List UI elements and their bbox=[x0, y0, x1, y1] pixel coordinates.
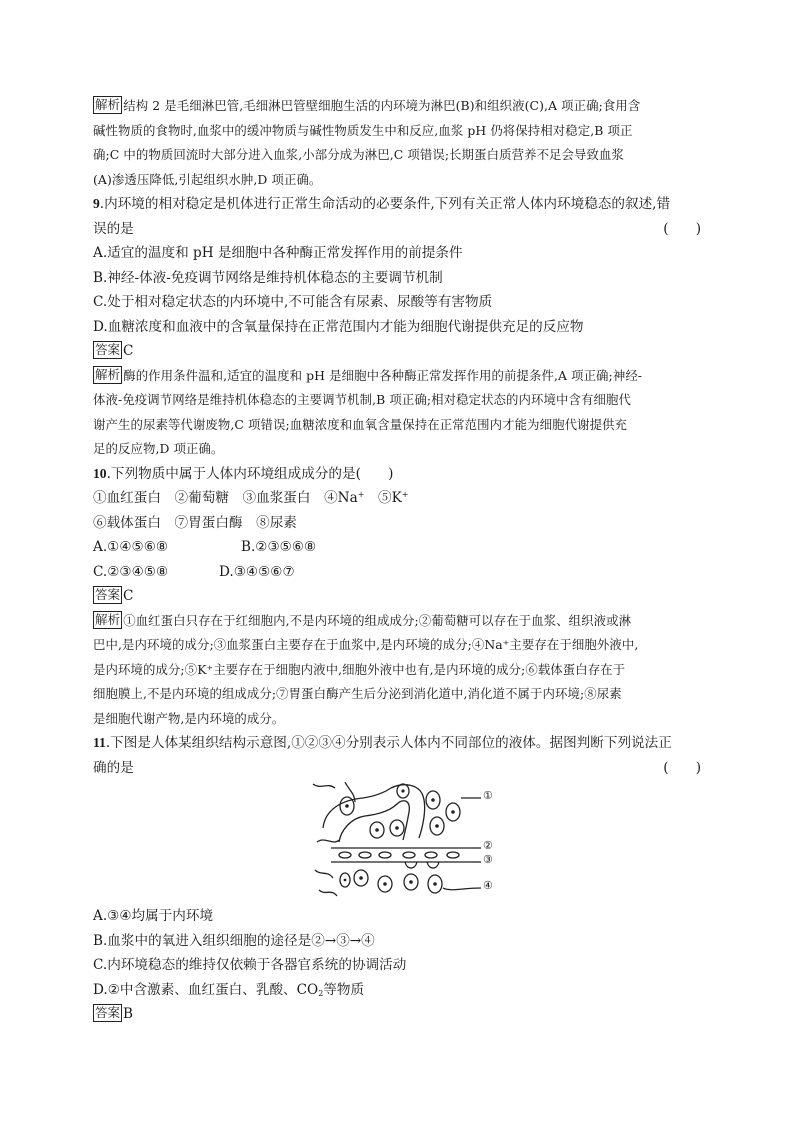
option-c: C.处于相对稳定状态的内环境中,不可能含有尿素、尿酸等有害物质 bbox=[93, 294, 493, 310]
option-b: B.②③⑤⑥⑧ bbox=[241, 539, 317, 555]
answer-tag: 答案 bbox=[95, 1005, 121, 1020]
substance-list-2: ⑥载体蛋白 ⑦胃蛋白酶 ⑧尿素 bbox=[93, 514, 297, 531]
q9-explanation: 解析 酶的作用条件温和,适宜的温度和 pH 是细胞中各种酶正常发挥作用的前提条件,A 项正确;神经- 体液-免疫调节网络是维持机体稳态的主要调节机制,B 项正确;相对稳定状态的内环境中含有细胞代 谢产生的尿素等代谢废物,C 项错误;血糖浓度和血氧含量保持在正常范围内才能为细胞代谢提供充 足的反应物,D 项正确。 bbox=[93, 366, 643, 456]
explanation-tag: 解析 bbox=[95, 611, 121, 627]
substance-list-1: ①血红蛋白 ②葡萄糖 ③血浆蛋白 ④Na+ ⑤K+ bbox=[93, 490, 409, 506]
question-11: 11.下图是人体某组织结构示意图,①②③④分别表示人体内不同部位的液体。据图判断下列说法正 确的是 ( ) ① ② ③ ④ A.③④均属于内环境 B.血浆中的氧进入组织细胞的途径是②→③→④ C.内环境稳态的维持仅依赖于各器官系统的协调活动 D.②中含激素、血红蛋白、乳酸、$CO_2$等物质 答案 B bbox=[93, 731, 701, 1027]
options-row-1 bbox=[93, 535, 701, 560]
option-d: D.③④⑤⑥⑦ bbox=[219, 563, 295, 580]
option-a: A.适宜的温度和 pH 是细胞中各种酶正常发挥作用的前提条件 bbox=[93, 245, 463, 261]
option-c: C.内环境稳态的维持仅依赖于各器官系统的协调活动 bbox=[93, 957, 407, 973]
question-9: 9.内环境的相对稳定是机体进行正常生命活动的必要条件,下列有关正常人体内环境稳态的叙述,错 误的是 ( ) A.适宜的温度和 pH 是细胞中各种酶正常发挥作用的前提条件 B.神经-体液-免疫调节网络是维持机体稳态的主要调节机制 C.处于相对稳定状态的内环境中,不可能含有尿素、尿酸等有害物质 D.血糖浓度和血液中的含氧量保持在正常范围内才能为细胞代谢提供充足的反应物 答案 C 解析 酶的作用条件温和,适宜的温度和 pH 是细胞中各种酶正常发挥作用的前提条件,A 项正确;神经- 体液-免疫调节网络是维持机体稳态的主要调节机制,B 项正确;相对稳定状态的内环境中含有细胞代 谢产生的尿素等代谢废物,C 项错误;血糖浓度和血氧含量保持在正常范围内才能为细胞代谢提供充 足的反应物,D 项正确。 bbox=[93, 192, 701, 462]
option-d: D.②中含激素、血红蛋白、乳酸、$CO_2$等物质 bbox=[93, 981, 365, 998]
answer-row bbox=[93, 584, 701, 609]
figure-label-2: ② bbox=[483, 839, 493, 852]
answer-tag: 答案 bbox=[95, 587, 121, 602]
answer-row bbox=[93, 1002, 701, 1027]
option-a: A.①④⑤⑥⑧ bbox=[93, 539, 169, 555]
option-c: C.②③④⑤⑧ bbox=[93, 563, 169, 580]
explanation-tag: 解析 bbox=[95, 97, 121, 112]
figure-label-3: ③ bbox=[483, 853, 493, 866]
answer-tag: 答案 bbox=[95, 342, 121, 357]
page-content bbox=[93, 94, 701, 1027]
tissue-structure-figure bbox=[311, 780, 487, 902]
options-row-2 bbox=[93, 560, 701, 585]
option-b: B.神经-体液-免疫调节网络是维持机体稳态的主要调节机制 bbox=[93, 269, 443, 286]
answer-blank: ( ) bbox=[663, 759, 701, 776]
question-number: 10 bbox=[93, 465, 107, 481]
option-b: B.血浆中的氧进入组织细胞的途径是②→③→④ bbox=[93, 932, 375, 949]
answer-value: C bbox=[123, 343, 134, 359]
q10-explanation: 解析 ①血红蛋白只存在于红细胞内,不是内环境的组成成分;②葡萄糖可以存在于血浆、组织液或淋 巴中,是内环境的成分;③血浆蛋白主要存在于血浆中,是内环境的成分;④Na⁺主要存在于细胞外液中, 是内环境的成分;⑤K⁺主要存在于细胞内液中,细胞外液中也有,是内环境的成分;⑥载体蛋白存在于 细胞膜上,不是内环境的组成成分;⑦胃蛋白酶产生后分泌到消化道中,消化道不属于内环境;⑧尿素 是细胞代谢产物,是内环境的成分。 bbox=[93, 611, 639, 726]
explanation-tag: 解析 bbox=[95, 366, 121, 382]
tissue-diagram bbox=[93, 780, 701, 904]
figure-label-1: ① bbox=[483, 789, 493, 802]
option-d: D.血糖浓度和血液中的含氧量保持在正常范围内才能为细胞代谢提供充足的反应物 bbox=[93, 318, 584, 335]
answer-value: B bbox=[123, 1006, 134, 1022]
question-number: 9 bbox=[93, 196, 100, 211]
answer-row bbox=[93, 339, 701, 364]
figure-label-4: ④ bbox=[483, 879, 493, 892]
q8-explanation: 解析 结构 2 是毛细淋巴管,毛细淋巴管壁细胞生活的内环境为淋巴(B)和组织液(C),A 项正确;食用含 碱性物质的食物时,血浆中的缓冲物质与碱性物质发生中和反应,血浆 pH 仍将保持相对稳定,B 项正 确;C 中的物质回流时大部分进入血浆,小部分成为淋巴,C 项错误;长期蛋白质营养不足会导致血浆 (A)渗透压降低,引起组织水肿,D 项正确。 bbox=[93, 97, 641, 187]
question-number: 11 bbox=[93, 735, 106, 750]
answer-value: C bbox=[123, 588, 134, 604]
question-10: 10.下列物质中属于人体内环境组成成分的是( ) ①血红蛋白 ②葡萄糖 ③血浆蛋白 ④Na+ ⑤K+ ⑥载体蛋白 ⑦胃蛋白酶 ⑧尿素 A.①④⑤⑥⑧ B.②③⑤⑥⑧ C.②③④⑤⑧ D.③④⑤⑥⑦ 答案 C 解析 ①血红蛋白只存在于红细胞内,不是内环境的组成成分;②葡萄糖可以存在于血浆、组织液或淋 巴中,是内环境的成分;③血浆蛋白主要存在于血浆中,是内环境的成分;④Na⁺主要存在于细胞外液中, 是内环境的成分;⑤K⁺主要存在于细胞内液中,细胞外液中也有,是内环境的成分;⑥载体蛋白存在于 细胞膜上,不是内环境的组成成分;⑦胃蛋白酶产生后分泌到消化道中,消化道不属于内环境;⑧尿素 是细胞代谢产物,是内环境的成分。 bbox=[93, 462, 701, 732]
answer-blank: ( ) bbox=[663, 220, 701, 237]
option-a: A.③④均属于内环境 bbox=[93, 908, 214, 924]
